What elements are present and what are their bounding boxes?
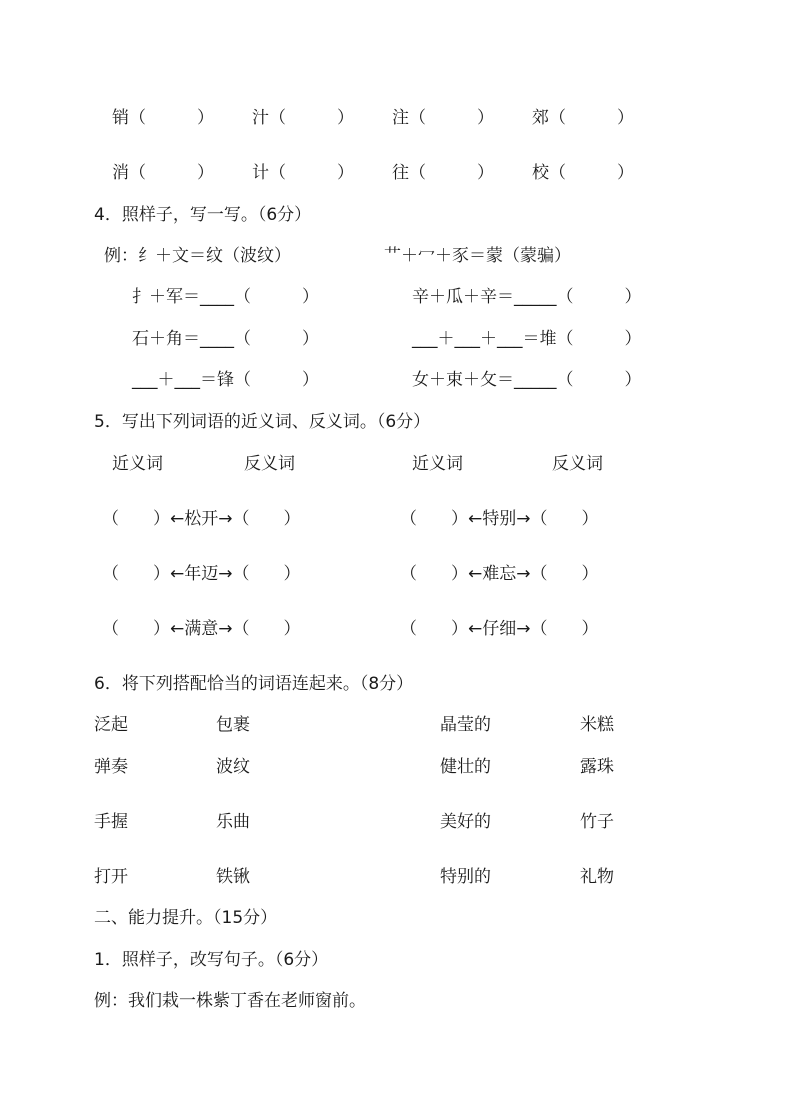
q5-item[interactable]: （ ）←难忘→（ ） xyxy=(400,564,599,584)
q4-item[interactable]: 辛＋瓜＋辛＝_____（ ） xyxy=(412,287,642,307)
match-word[interactable]: 礼物 xyxy=(580,867,614,887)
q4-item[interactable]: 扌＋军＝____（ ） xyxy=(132,287,319,307)
q4-title: 4．照样子，写一写。（6分） xyxy=(94,205,312,225)
match-word[interactable]: 铁锹 xyxy=(216,867,250,887)
match-word[interactable]: 特别的 xyxy=(440,867,491,887)
match-word[interactable]: 健壮的 xyxy=(440,757,491,777)
q5-header-antonym: 反义词 xyxy=(244,454,295,474)
q4-item[interactable]: ___＋___＝锋（ ） xyxy=(132,370,319,390)
q5-item[interactable]: （ ）←年迈→（ ） xyxy=(102,564,301,584)
section2-q1-example: 例：我们栽一株紫丁香在老师窗前。 xyxy=(94,991,366,1011)
match-word[interactable]: 米糕 xyxy=(580,715,614,735)
q5-header-antonym: 反义词 xyxy=(552,454,603,474)
char-blank[interactable]: 郊（ ） xyxy=(532,108,634,128)
char-blank[interactable]: 销（ ） xyxy=(112,108,214,128)
match-word[interactable]: 手握 xyxy=(94,812,128,832)
q5-header-synonym: 近义词 xyxy=(112,454,163,474)
match-word[interactable]: 晶莹的 xyxy=(440,715,491,735)
q5-header-synonym: 近义词 xyxy=(412,454,463,474)
q4-item[interactable]: 石＋角＝____（ ） xyxy=(132,329,319,349)
match-word[interactable]: 波纹 xyxy=(216,757,250,777)
char-blank[interactable]: 汁（ ） xyxy=(252,108,354,128)
q5-item[interactable]: （ ）←仔细→（ ） xyxy=(400,619,599,639)
char-blank[interactable]: 校（ ） xyxy=(532,163,634,183)
match-word[interactable]: 弹奏 xyxy=(94,757,128,777)
section2-q1-title: 1．照样子，改写句子。（6分） xyxy=(94,950,329,970)
char-blank[interactable]: 计（ ） xyxy=(252,163,354,183)
char-blank[interactable]: 消（ ） xyxy=(112,163,214,183)
match-word[interactable]: 竹子 xyxy=(580,812,614,832)
q5-title: 5．写出下列词语的近义词、反义词。（6分） xyxy=(94,412,431,432)
q4-item[interactable]: ___＋___＋___＝堆（ ） xyxy=(412,329,642,349)
char-blank[interactable]: 注（ ） xyxy=(392,108,494,128)
match-word[interactable]: 乐曲 xyxy=(216,812,250,832)
match-word[interactable]: 打开 xyxy=(94,867,128,887)
q5-item[interactable]: （ ）←特别→（ ） xyxy=(400,509,599,529)
q5-item[interactable]: （ ）←松开→（ ） xyxy=(102,509,301,529)
q4-example-right: 艹＋冖＋豕＝蒙（蒙骗） xyxy=(384,246,571,266)
match-word[interactable]: 美好的 xyxy=(440,812,491,832)
q5-item[interactable]: （ ）←满意→（ ） xyxy=(102,619,301,639)
match-word[interactable]: 露珠 xyxy=(580,757,614,777)
match-word[interactable]: 泛起 xyxy=(94,715,128,735)
q4-item[interactable]: 女＋束＋攵＝_____（ ） xyxy=(412,370,642,390)
q4-example-left: 例：纟＋文＝纹（波纹） xyxy=(104,246,291,266)
q6-title: 6．将下列搭配恰当的词语连起来。（8分） xyxy=(94,674,414,694)
char-blank[interactable]: 往（ ） xyxy=(392,163,494,183)
section2-title: 二、能力提升。（15分） xyxy=(94,908,278,928)
match-word[interactable]: 包裹 xyxy=(216,715,250,735)
